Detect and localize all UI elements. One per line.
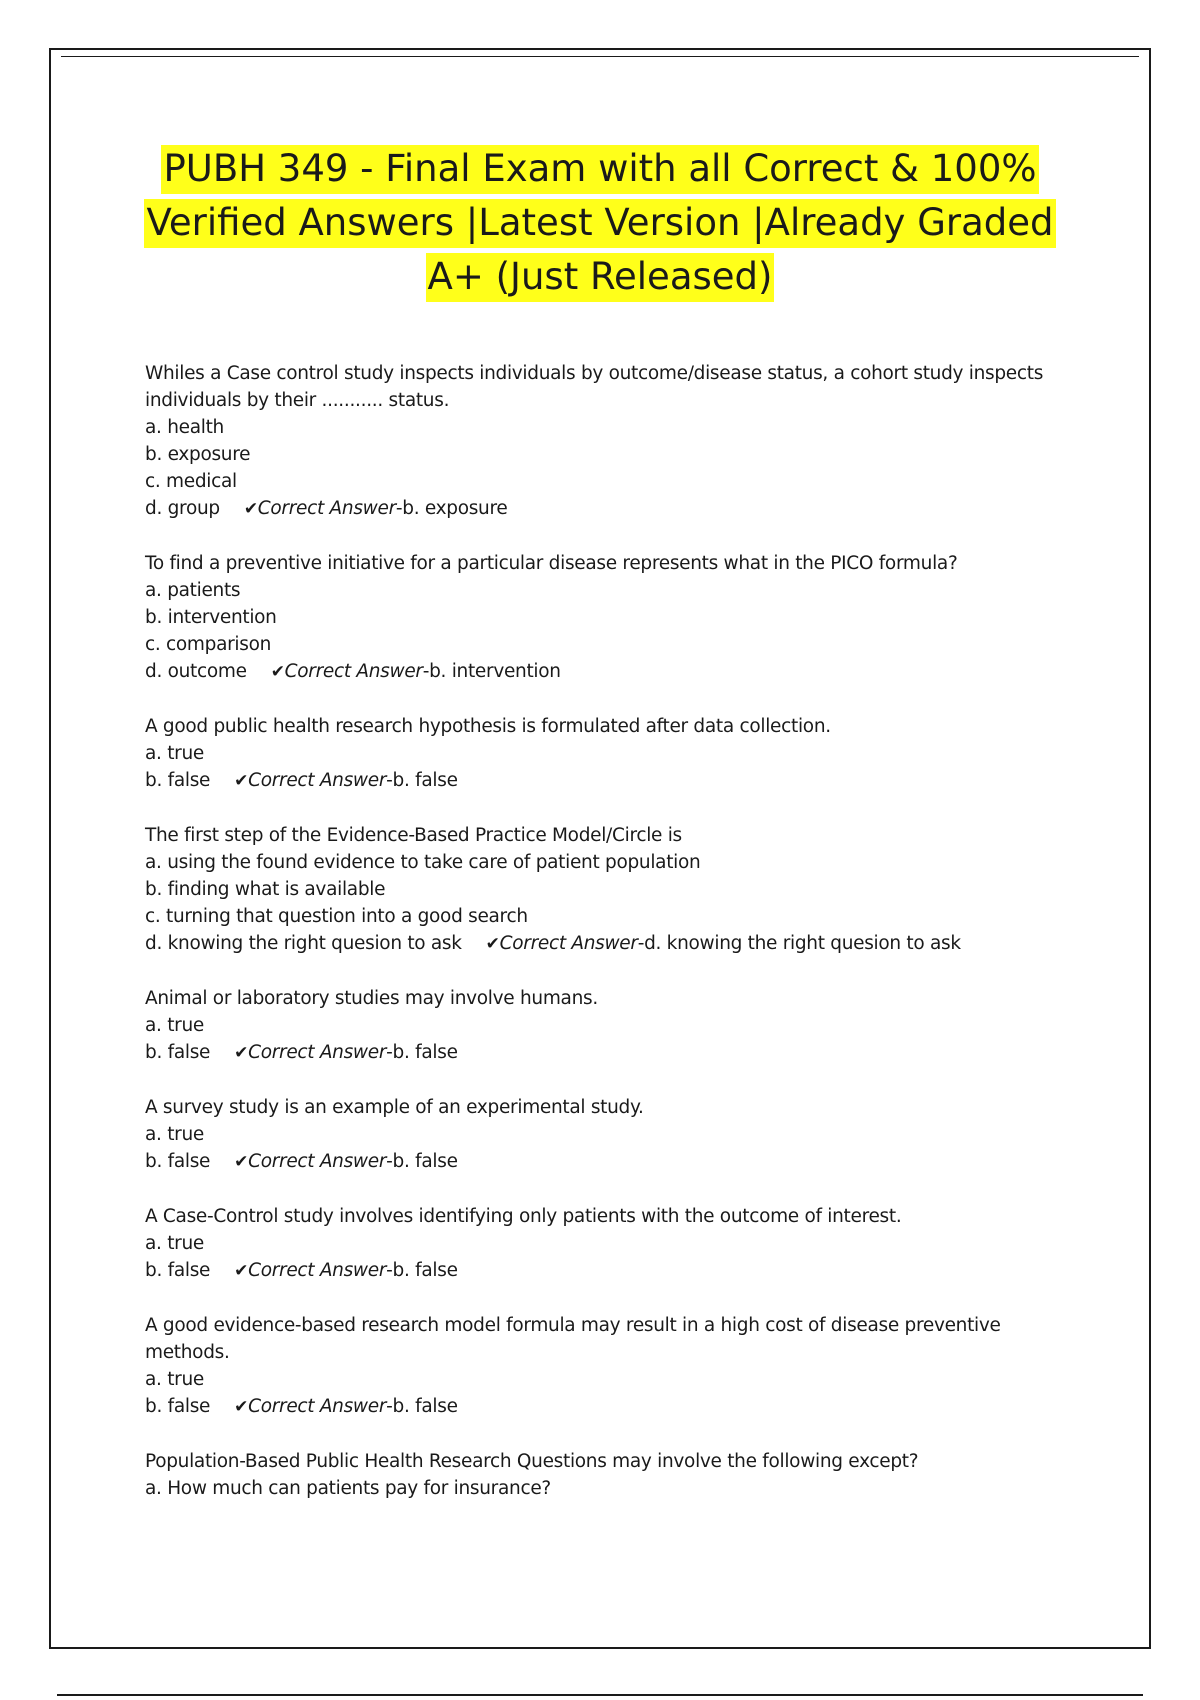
- answer-option: [145, 1366, 1045, 1393]
- answer-option: [145, 631, 1045, 658]
- answer-option: [145, 1257, 1045, 1285]
- correct-answer-label: Correct Answer: [248, 1260, 387, 1281]
- answer-option-text: a. true: [145, 1015, 204, 1036]
- answer-option: [145, 658, 1045, 686]
- answer-option-text: b. false: [145, 1151, 211, 1172]
- correct-answer-value: -b. false: [386, 1260, 458, 1281]
- correct-answer-value: -d. knowing the right quesion to ask: [637, 933, 961, 954]
- correct-answer-label: Correct Answer: [248, 1042, 387, 1063]
- checkmark-icon: ✔: [234, 1261, 249, 1281]
- answer-option-text: b. intervention: [145, 607, 277, 628]
- correct-answer-value: -b. false: [386, 1396, 458, 1417]
- question-text: The first step of the Evidence-Based Practice Model/Circle is: [145, 825, 682, 846]
- question-text: Whiles a Case control study inspects individuals by outcome/disease status, a cohort study inspects individuals by their ........... status.: [145, 363, 1044, 411]
- question-block: [145, 822, 1045, 958]
- question-text: To find a preventive initiative for a particular disease represents what in the PICO formula?: [145, 553, 958, 574]
- answer-option: [145, 468, 1045, 495]
- answer-option: [145, 1012, 1045, 1039]
- correct-answer: [271, 658, 561, 686]
- correct-answer-value: -b. false: [386, 1151, 458, 1172]
- answer-option-text: b. finding what is available: [145, 879, 386, 900]
- answer-option-text: d. group: [145, 498, 220, 519]
- question-block: [145, 1094, 1045, 1176]
- correct-answer: [234, 1257, 458, 1285]
- checkmark-icon: ✔: [234, 771, 249, 791]
- answer-option: [145, 604, 1045, 631]
- answer-option-text: b. exposure: [145, 444, 251, 465]
- document-title: [100, 142, 1100, 304]
- question-block: [145, 985, 1045, 1067]
- answer-option-text: a. true: [145, 1124, 204, 1145]
- question-block: [145, 360, 1045, 523]
- answer-option-text: a. true: [145, 743, 204, 764]
- correct-answer: [234, 1039, 458, 1067]
- correct-answer-value: -b. intervention: [422, 661, 561, 682]
- correct-answer-label: Correct Answer: [248, 1151, 387, 1172]
- answer-option: [145, 1393, 1045, 1421]
- question-text: A good public health research hypothesis is formulated after data collection.: [145, 716, 831, 737]
- title-line: A+ (Just Released): [426, 253, 775, 302]
- answer-option-text: b. false: [145, 1042, 211, 1063]
- answer-option: [145, 1475, 1045, 1502]
- checkmark-icon: ✔: [243, 499, 258, 519]
- correct-answer-value: -b. false: [386, 1042, 458, 1063]
- answer-option-text: a. using the found evidence to take care of patient population: [145, 852, 701, 873]
- checkmark-icon: ✔: [270, 662, 285, 682]
- question-block: [145, 1203, 1045, 1285]
- answer-option: [145, 767, 1045, 795]
- correct-answer-label: Correct Answer: [257, 498, 396, 519]
- answer-option-text: d. knowing the right quesion to ask: [145, 933, 462, 954]
- correct-answer-value: -b. exposure: [395, 498, 508, 519]
- answer-option: [145, 1148, 1045, 1176]
- answer-option-text: b. false: [145, 770, 211, 791]
- correct-answer: [486, 930, 961, 958]
- correct-answer-label: Correct Answer: [248, 770, 387, 791]
- answer-option-text: a. true: [145, 1233, 204, 1254]
- answer-option-text: c. medical: [145, 471, 237, 492]
- question-text: Animal or laboratory studies may involve humans.: [145, 988, 598, 1009]
- answer-option: [145, 577, 1045, 604]
- answer-option-text: b. false: [145, 1396, 211, 1417]
- answer-option: [145, 903, 1045, 930]
- answer-option-text: a. How much can patients pay for insurance?: [145, 1478, 551, 1499]
- answer-option-text: c. turning that question into a good search: [145, 906, 528, 927]
- correct-answer-label: Correct Answer: [284, 661, 423, 682]
- question-text: Population-Based Public Health Research Questions may involve the following except?: [145, 1451, 919, 1472]
- title-line: PUBH 349 - Final Exam with all Correct & 100%: [161, 145, 1038, 194]
- correct-answer: [244, 495, 508, 523]
- question-block: [145, 713, 1045, 795]
- answer-option: [145, 414, 1045, 441]
- title-line: Verified Answers |Latest Version |Already Graded: [144, 199, 1055, 248]
- answer-option: [145, 1121, 1045, 1148]
- correct-answer-value: -b. false: [386, 770, 458, 791]
- correct-answer: [234, 767, 458, 795]
- question-text: A good evidence-based research model formula may result in a high cost of disease preventive methods.: [145, 1315, 1001, 1363]
- top-rule: [61, 56, 1139, 57]
- answer-option-text: a. true: [145, 1369, 204, 1390]
- correct-answer: [234, 1393, 458, 1421]
- question-text: A survey study is an example of an experimental study.: [145, 1097, 644, 1118]
- answer-option-text: c. comparison: [145, 634, 272, 655]
- next-page-rule: [57, 1694, 1143, 1696]
- question-block: [145, 550, 1045, 686]
- answer-option-text: b. false: [145, 1260, 211, 1281]
- correct-answer-label: Correct Answer: [248, 1396, 387, 1417]
- checkmark-icon: ✔: [234, 1397, 249, 1417]
- answer-option: [145, 876, 1045, 903]
- question-block: [145, 1312, 1045, 1421]
- answer-option: [145, 1039, 1045, 1067]
- correct-answer: [234, 1148, 458, 1176]
- answer-option: [145, 849, 1045, 876]
- answer-option: [145, 740, 1045, 767]
- answer-option-text: a. health: [145, 417, 224, 438]
- question-list: [145, 360, 1045, 1529]
- answer-option-text: a. patients: [145, 580, 241, 601]
- answer-option-text: d. outcome: [145, 661, 247, 682]
- checkmark-icon: ✔: [234, 1152, 249, 1172]
- answer-option: [145, 495, 1045, 523]
- answer-option: [145, 1230, 1045, 1257]
- answer-option: [145, 441, 1045, 468]
- correct-answer-label: Correct Answer: [499, 933, 638, 954]
- question-text: A Case-Control study involves identifying only patients with the outcome of interest.: [145, 1206, 902, 1227]
- checkmark-icon: ✔: [485, 934, 500, 954]
- answer-option: [145, 930, 1045, 958]
- question-block: [145, 1448, 1045, 1502]
- checkmark-icon: ✔: [234, 1043, 249, 1063]
